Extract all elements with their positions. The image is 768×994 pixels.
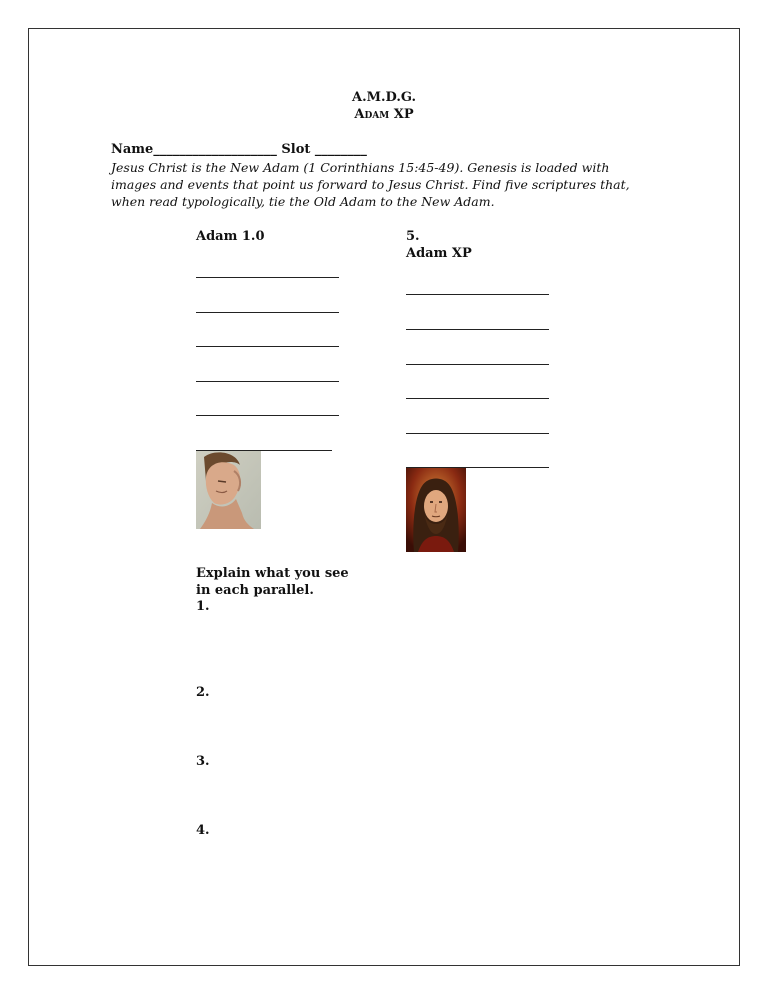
adam-xp-heading: Adam XP: [406, 246, 472, 261]
explain-item-3: 3.: [196, 754, 210, 769]
xp-blank-1[interactable]: [406, 294, 549, 295]
adam-blank-1[interactable]: [196, 277, 339, 278]
adam-blank-2[interactable]: [196, 312, 339, 313]
page-title: A.M.D.G.: [351, 90, 417, 105]
christ-portrait-icon: [406, 468, 466, 552]
name-label: Name: [111, 142, 154, 157]
xp-blank-2[interactable]: [406, 329, 549, 330]
slot-blank[interactable]: ________: [314, 142, 367, 157]
explain-prompt: Explain what you see in each parallel.: [196, 566, 349, 598]
name-slot-row: [111, 142, 367, 157]
adam-heading: Adam 1.0: [196, 229, 265, 244]
instructions: Jesus Christ is the New Adam (1 Corinthians 15:45-49). Genesis is loaded with images and events that point us forward to Jesus Christ. Find five scriptures that, when read typologically, tie the Old Adam to the New Adam.: [111, 160, 630, 209]
explain-item-1: 1.: [196, 599, 210, 614]
adam-blank-4[interactable]: [196, 381, 339, 382]
explain-item-2: 2.: [196, 685, 210, 700]
slot-label: Slot: [281, 142, 311, 157]
name-blank[interactable]: ___________________: [153, 142, 277, 157]
adam-portrait-icon: [196, 451, 261, 529]
page-subtitle: Adam XP: [354, 107, 414, 122]
adam-blank-5[interactable]: [196, 415, 339, 416]
adam-blank-3[interactable]: [196, 346, 339, 347]
xp-blank-4[interactable]: [406, 398, 549, 399]
xp-blank-5[interactable]: [406, 433, 549, 434]
explain-item-4: 4.: [196, 823, 210, 838]
xp-blank-3[interactable]: [406, 364, 549, 365]
right-column-number: 5.: [406, 229, 420, 244]
